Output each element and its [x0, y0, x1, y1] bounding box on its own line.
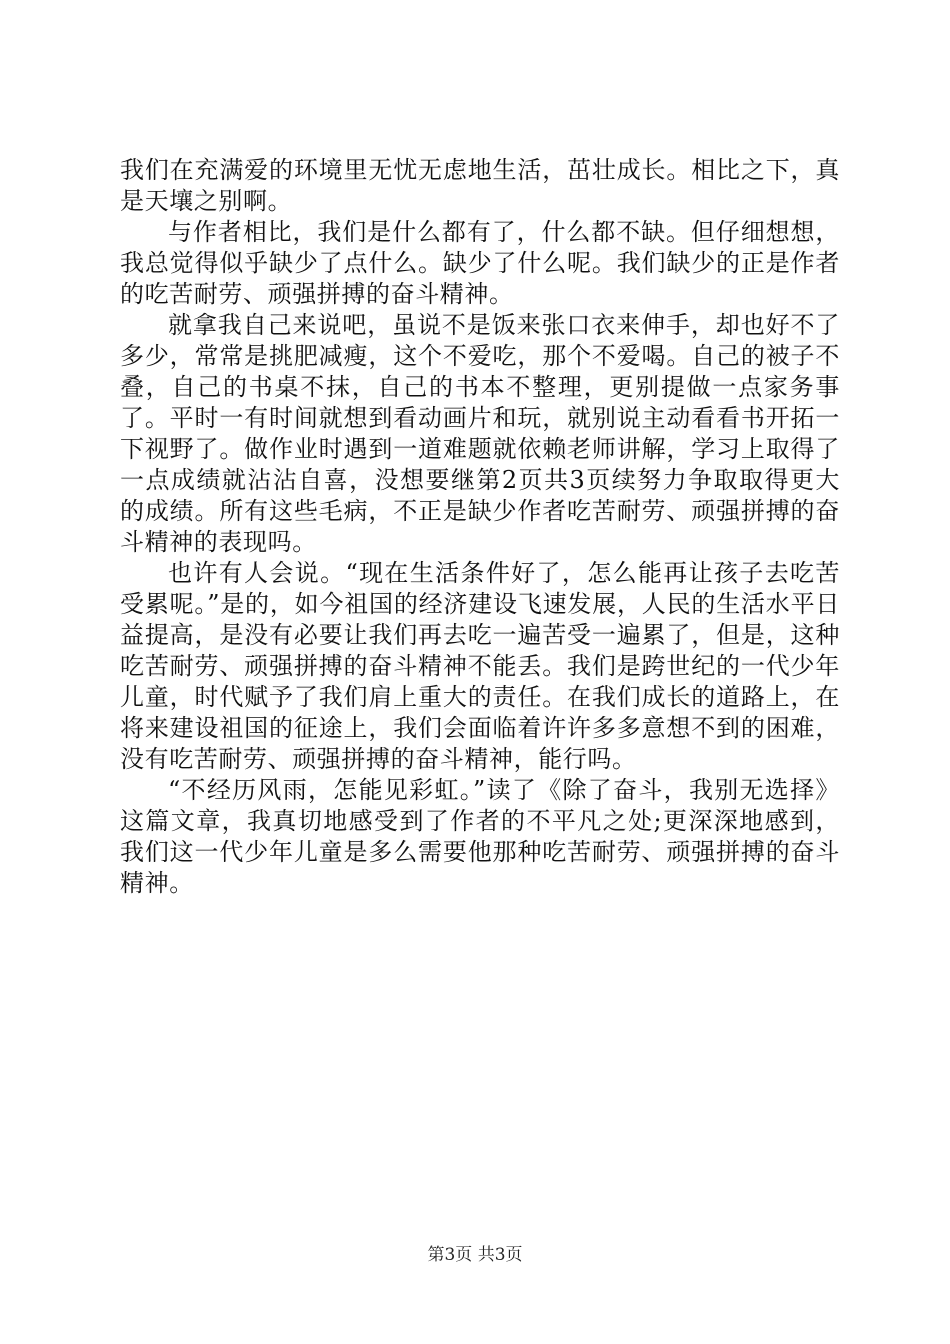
- paragraph-3: 就拿我自己来说吧，虽说不是饭来张口衣来伸手，却也好不了多少，常常是挑肥减瘦，这个不爱吃，那个不爱喝。自己的被子不叠，自己的书桌不抹，自己的书本不整理，更别提做一点家务事了。平时一有时间就想到看动画片和玩，就别说主动看看书开拓一下视野了。做作业时遇到一道难题就依赖老师讲解，学习上取得了一点成绩就沾沾自喜，没想要继第2页共3页续努力争取取得更大的成绩。所有这些毛病，不正是缺少作者吃苦耐劳、顽强拼搏的奋斗精神的表现吗。: [120, 311, 840, 556]
- document-body: [120, 155, 840, 899]
- paragraph-2: 与作者相比，我们是什么都有了，什么都不缺。但仔细想想，我总觉得似乎缺少了点什么。缺少了什么呢。我们缺少的正是作者的吃苦耐劳、顽强拼搏的奋斗精神。: [120, 218, 840, 308]
- paragraph-1: 我们在充满爱的环境里无忧无虑地生活，茁壮成长。相比之下，真是天壤之别啊。: [120, 156, 840, 215]
- page-number-footer: 第3页 共3页: [427, 1245, 523, 1265]
- paragraph-5: “不经历风雨，怎能见彩虹。”读了《除了奋斗，我别无选择》这篇文章，我真切地感受到了作者的不平凡之处;更深深地感到，我们这一代少年儿童是多么需要他那种吃苦耐劳、顽强拼搏的奋斗精神。: [120, 776, 840, 897]
- paragraph-4: 也许有人会说。“现在生活条件好了，怎么能再让孩子去吃苦受累呢。”是的，如今祖国的经济建设飞速发展，人民的生活水平日益提高，是没有必要让我们再去吃一遍苦受一遍累了，但是，这种吃苦耐劳、顽强拼搏的奋斗精神不能丢。我们是跨世纪的一代少年儿童，时代赋予了我们肩上重大的责任。在我们成长的道路上，在将来建设祖国的征途上，我们会面临着许许多多意想不到的困难，没有吃苦耐劳、顽强拼搏的奋斗精神，能行吗。: [120, 559, 840, 773]
